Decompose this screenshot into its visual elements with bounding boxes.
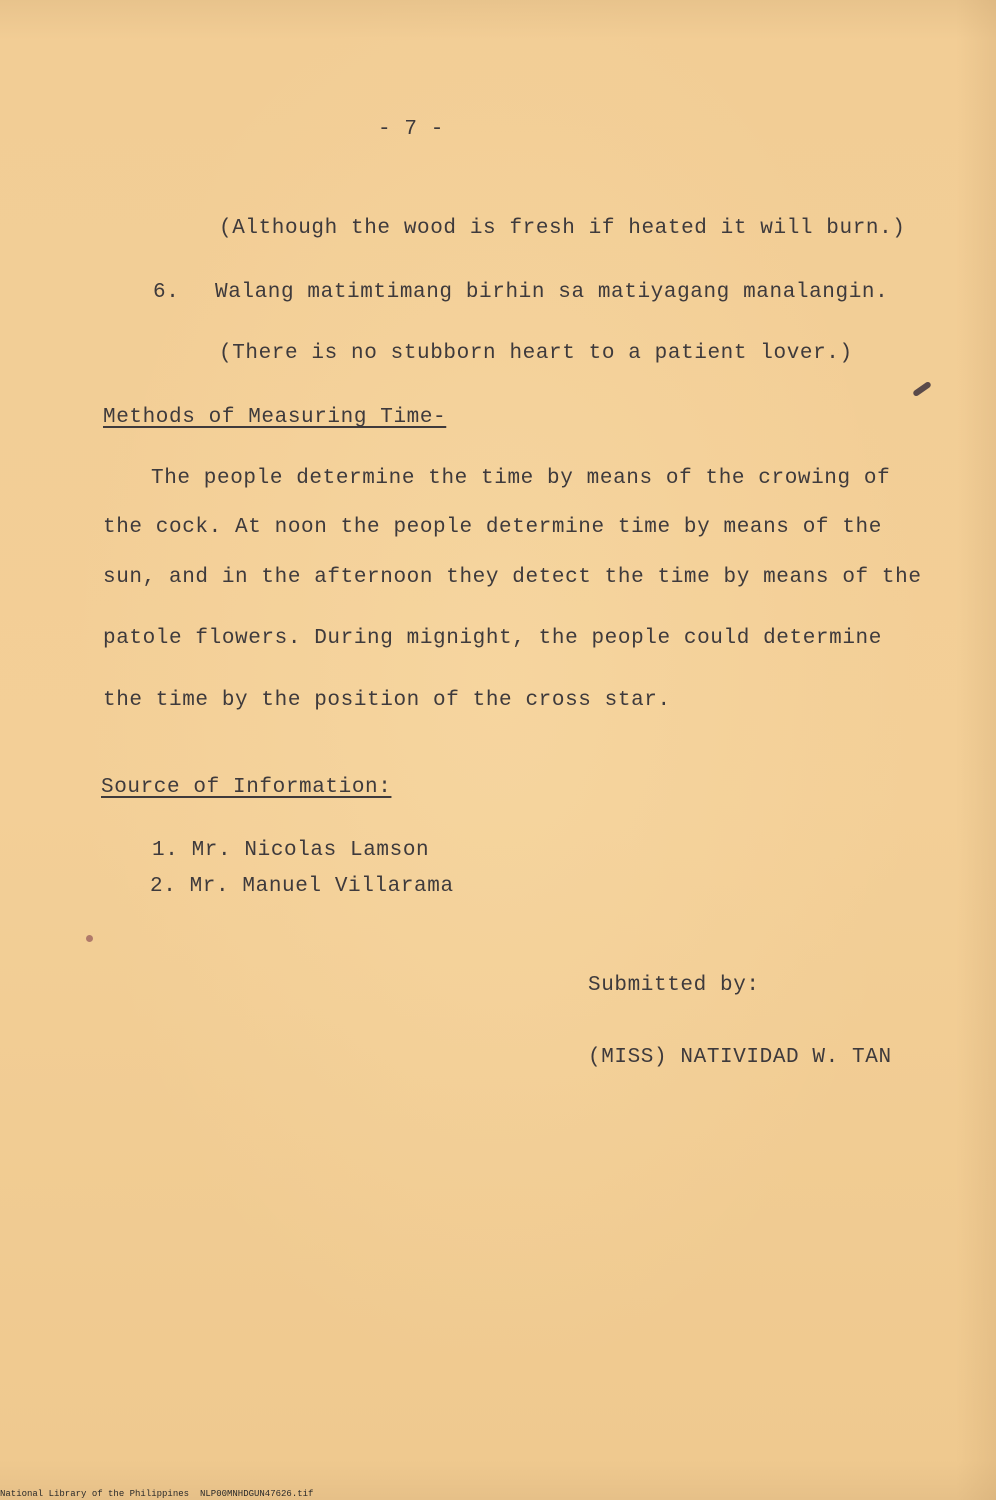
proverb-6-number: 6. — [153, 281, 180, 304]
page-number: - 7 - — [378, 118, 445, 141]
methods-heading: Methods of Measuring Time- — [103, 406, 447, 429]
sources-heading: Source of Information: — [101, 776, 392, 799]
footer-filename: NLP00MNHDGUN47626.tif — [200, 1489, 314, 1499]
submitted-by-label: Submitted by: — [588, 974, 760, 997]
proverb-6-text: Walang matimtimang birhin sa matiyagang manalangin. — [215, 281, 889, 304]
footer-library: National Library of the Philippines — [0, 1489, 190, 1499]
methods-line-3: sun, and in the afternoon they detect the time by means of the — [103, 566, 922, 589]
proverb-6-translation: (There is no stubborn heart to a patient lover.) — [219, 342, 853, 365]
pencil-mark — [912, 381, 932, 397]
source-item-2: 2. Mr. Manuel Villarama — [150, 875, 454, 898]
ink-spot — [86, 935, 93, 942]
methods-line-2: the cock. At noon the people determine time by means of the — [103, 516, 882, 539]
proverb-5-translation: (Although the wood is fresh if heated it will burn.) — [219, 217, 906, 240]
page-edge-shading — [956, 0, 996, 1500]
source-item-1: 1. Mr. Nicolas Lamson — [152, 839, 430, 862]
methods-line-5: the time by the position of the cross star. — [103, 689, 671, 712]
methods-line-1: The people determine the time by means of the crowing of — [151, 467, 891, 490]
submitter-name: (MISS) NATIVIDAD W. TAN — [588, 1046, 892, 1069]
methods-line-4: patole flowers. During mignight, the people could determine — [103, 627, 882, 650]
